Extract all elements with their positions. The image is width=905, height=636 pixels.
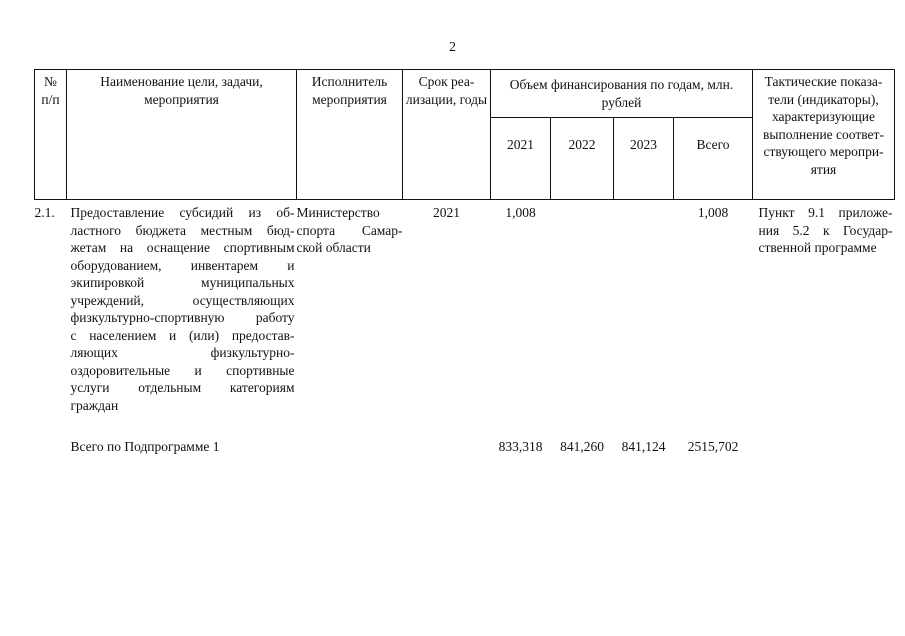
total-all: 2515,702 <box>687 439 739 454</box>
amount-2021: 1,008 <box>505 205 536 220</box>
activity-name-line: с населением и (или) предостав- <box>70 327 295 343</box>
header-financing: Объем финансирования по годам, млн. рублей <box>491 70 753 118</box>
activity-name-line: ластного бюджета местным бюд- <box>70 222 295 238</box>
activity-name-line: оздоровительные и спортивные <box>70 362 295 378</box>
header-term: Срок реа-лизации, годы <box>403 70 491 200</box>
header-total: Всего <box>674 118 753 200</box>
amount-total: 1,008 <box>697 205 729 220</box>
header-indicators: Тактические показа-тели (индикаторы), характеризующие выполнение соответ-ствующего меропри-ятия <box>753 70 895 200</box>
activity-name-line: жетам на оснащение спортивным <box>70 240 295 255</box>
indicator-line: ния 5.2 к Государ- <box>758 222 893 238</box>
executor-line: Министерство <box>296 205 380 220</box>
total-row <box>35 418 895 456</box>
activity-name-line: услуги отдельным категориям <box>70 380 295 395</box>
header-name: Наименование цели, задачи, мероприятия <box>67 70 297 200</box>
indicator-line: Пункт 9.1 приложе- <box>758 205 893 220</box>
activity-name-line: экипировкой муниципальных <box>70 275 295 290</box>
header-executor: Исполнитель мероприятия <box>297 70 403 200</box>
total-2023: 841,124 <box>621 439 666 454</box>
amount-2023 <box>614 200 674 419</box>
indicator <box>753 200 895 419</box>
indicator-line: ственной программе <box>758 240 877 255</box>
executor-line: ской области <box>296 240 371 255</box>
table-row <box>35 200 895 419</box>
activity-name-line: физкультурно-спортивную работу <box>70 310 295 325</box>
term: 2021 <box>433 205 460 220</box>
header-number: № п/п <box>35 70 67 200</box>
activity-name-line: граждан <box>70 397 119 413</box>
row-number: 2.1. <box>34 205 55 220</box>
header-year-2022: 2022 <box>551 118 614 200</box>
total-2021: 833,318 <box>498 439 543 454</box>
total-label: Всего по Подпрограмме 1 <box>70 439 220 454</box>
activity-name <box>67 200 297 419</box>
page-number: 2 <box>449 40 456 55</box>
header-year-2021: 2021 <box>491 118 551 200</box>
activity-name-line: оборудованием, инвентарем и <box>70 257 295 273</box>
program-activities-table <box>34 69 895 456</box>
activity-name-line: учреждений, осуществляющих <box>70 292 295 308</box>
executor-line: спорта Самар- <box>296 222 403 238</box>
activity-name-line: Предоставление субсидий из об- <box>70 205 295 220</box>
header-year-2023: 2023 <box>614 118 674 200</box>
total-2022: 841,260 <box>560 439 604 454</box>
executor <box>297 200 403 419</box>
activity-name-line: ляющих физкультурно- <box>70 345 295 360</box>
amount-2022 <box>551 200 614 419</box>
